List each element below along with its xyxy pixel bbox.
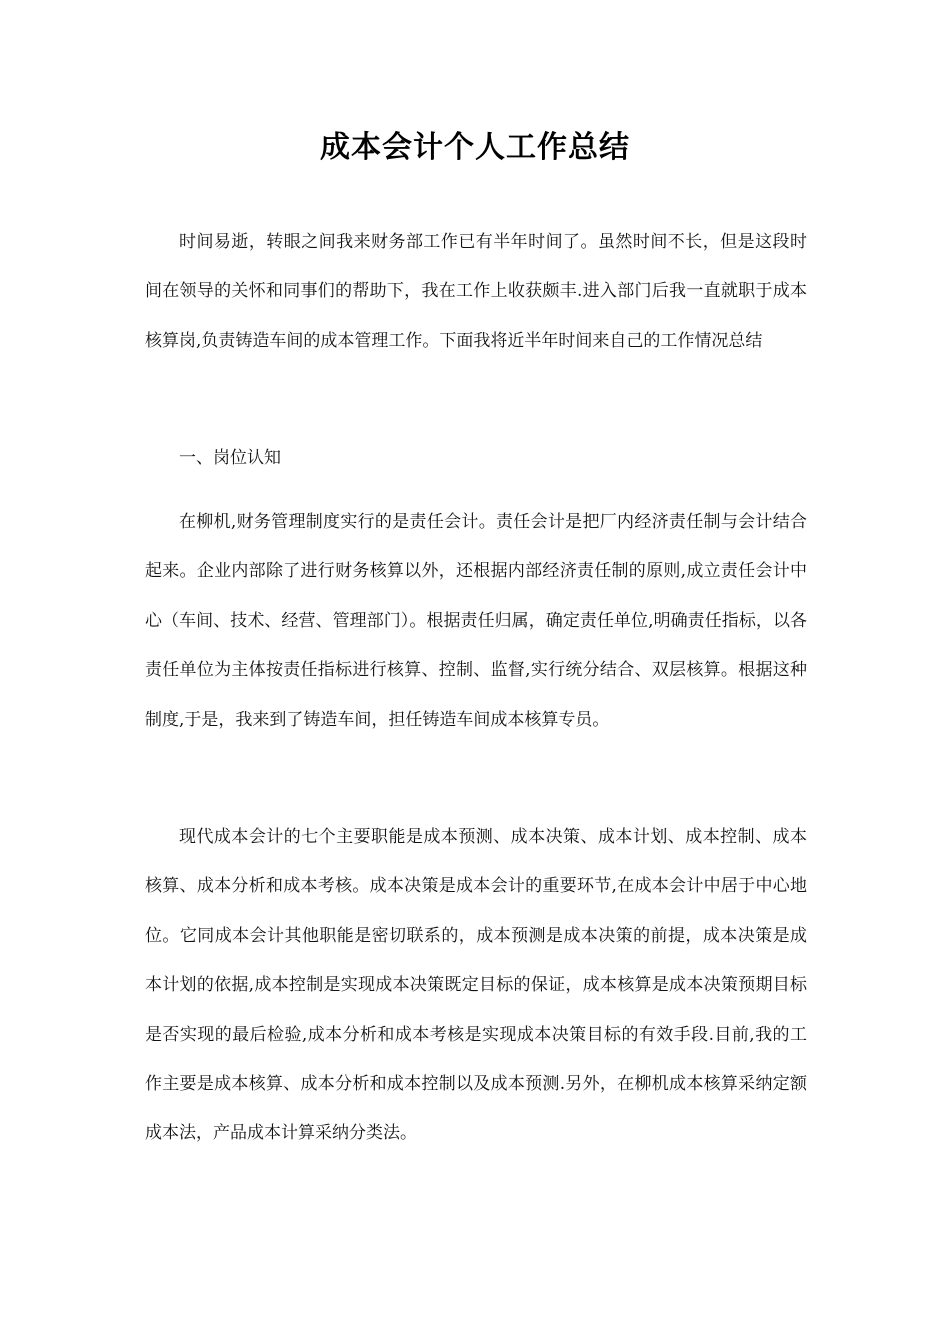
- paragraph-cost-accounting-functions: 现代成本会计的七个主要职能是成本预测、成本决策、成本计划、成本控制、成本核算、成本分析和成本考核。成本决策是成本会计的重要环节,在成本会计中居于中心地位。它同成本会计其他职能是密切联系的，成本预测是成本决策的前提，成本决策是成本计划的依据,成本控制是实现成本决策既定目标的保证，成本核算是成本决策预期目标是否实现的最后检验,成本分析和成本考核是实现成本决策目标的有效手段.目前,我的工作主要是成本核算、成本分析和成本控制以及成本预测.另外，在柳机成本核算采纳定额成本法，产品成本计算采纳分类法。: [145, 827, 807, 1144]
- section-heading-position-awareness: 一、岗位认知: [179, 448, 281, 468]
- paragraph-responsibility-accounting: 在柳机,财务管理制度实行的是责任会计。责任会计是把厂内经济责任制与会计结合起来。企业内部除了进行财务核算以外，还根据内部经济责任制的原则,成立责任会计中心（车间、技术、经营、管理部门）。根据责任归属，确定责任单位,明确责任指标，以各责任单位为主体按责任指标进行核算、控制、监督,实行统分结合、双层核算。根据这种制度,于是，我来到了铸造车间，担任铸造车间成本核算专员。: [145, 512, 807, 730]
- document-title: 成本会计个人工作总结: [320, 130, 630, 165]
- paragraph-intro: 时间易逝，转眼之间我来财务部工作已有半年时间了。虽然时间不长，但是这段时间在领导的关怀和同事们的帮助下，我在工作上收获颇丰.进入部门后我一直就职于成本核算岗,负责铸造车间的成本管理工作。下面我将近半年时间来自己的工作情况总结: [145, 232, 807, 351]
